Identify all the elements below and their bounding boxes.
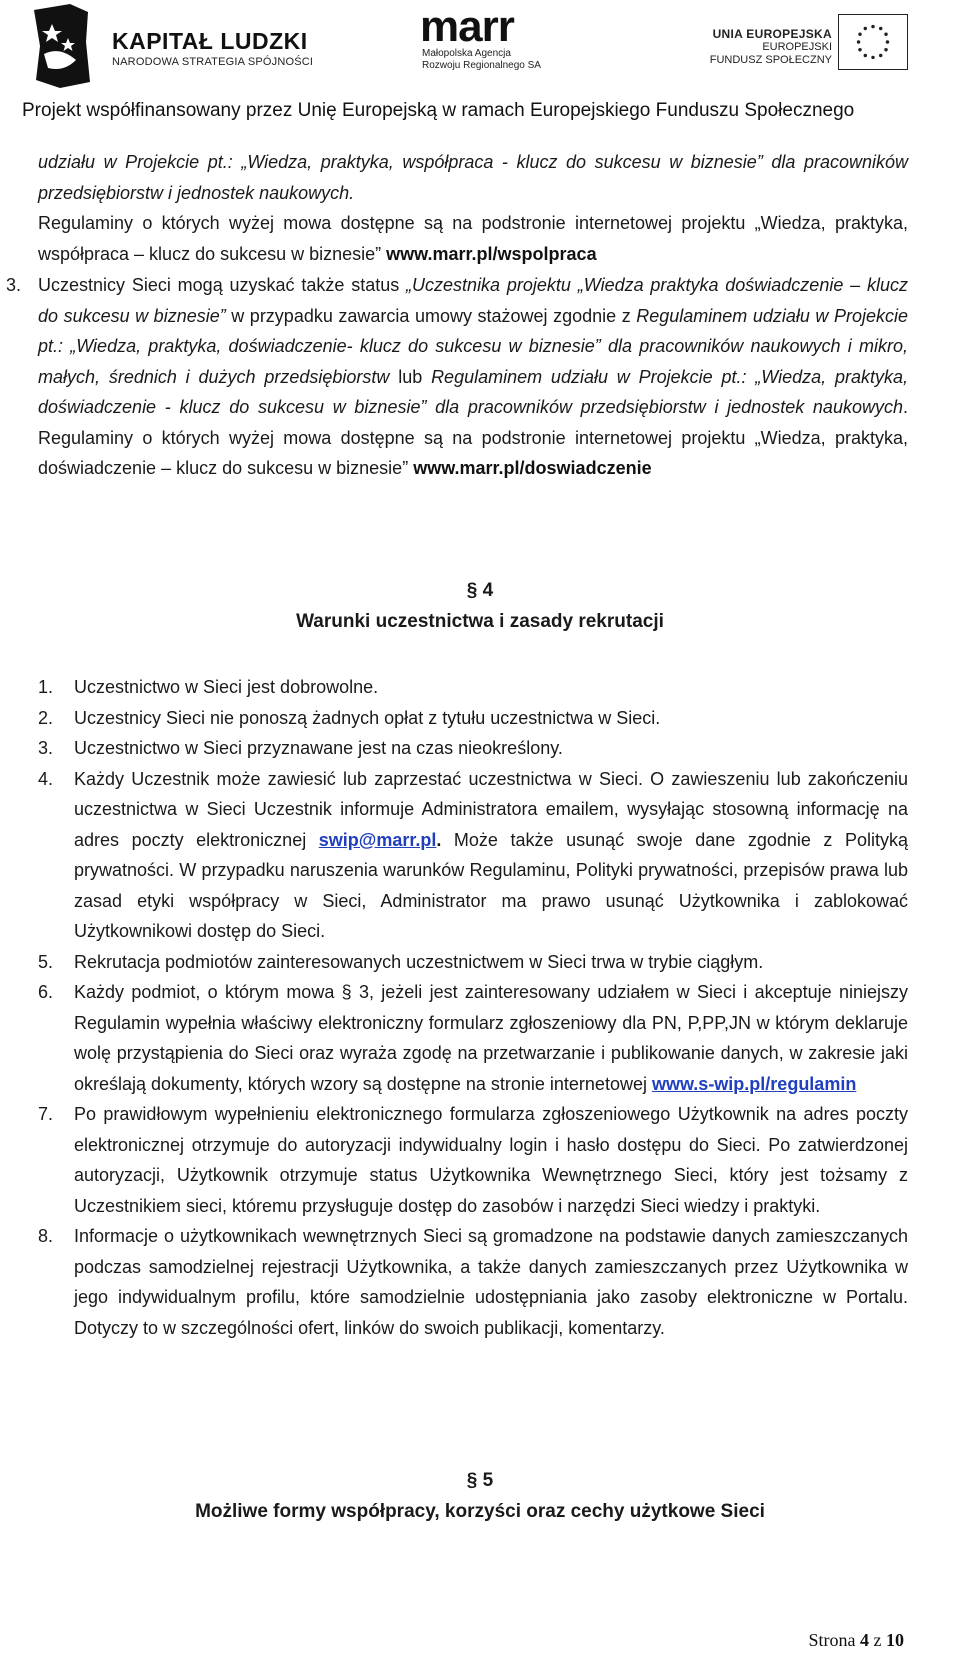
- section-4-title: Warunki uczestnictwa i zasady rekrutacji: [296, 611, 664, 632]
- list-item-text: Po prawidłowym wypełnieniu elektronicznego formularza zgłoszeniowego Użytkownik na adres poczty elektronicznej otrzymuje do autoryzacji indywidualny login i hasło dostępu do Sieci. Po zatwierdzonej autoryzacji, Użytkownik otrzymuje status Użytkownika Wewnętrznego Sieci, który jest tożsamy z Uczestnikiem sieci, któremu przysługuje dostęp do zasobów i narzędzi Sieci wiedzy i praktyki.: [74, 1104, 908, 1216]
- list-item-number: 5.: [38, 951, 54, 972]
- list-item: [38, 1099, 908, 1221]
- intro-plain-text: Regulaminy o których wyżej mowa dostępne są na podstronie internetowej projektu „Wiedza, praktyka, współpraca – klucz do sukcesu w biznesie”: [38, 213, 908, 264]
- list-item-text-2: Może także usunąć swoje dane zgodnie z Polityką prywatności. W przypadku naruszenia warunków Regulaminu, Polityki prywatności, przepisów prawa lub zasad etyki współpracy w Sieci, Administrator ma prawo usunąć Użytkownika i zablokować Użytkownikowi dostęp do Sieci.: [74, 829, 909, 941]
- item-3-italic-2: Regulaminem udziału w Projekcie pt.: „Wiedza, praktyka, doświadczenie- klucz do sukcesu w biznesie” dla pracowników naukowych i mikro, małych, średnich i dużych przedsiębiorstw: [38, 305, 909, 387]
- eu-text-line-2: EUROPEJSKI: [762, 41, 832, 53]
- section-5-mark: § 5: [466, 1470, 494, 1491]
- eu-logo: [668, 14, 908, 84]
- list-item-number: 1.: [38, 677, 54, 697]
- eu-text-line-3: FUNDUSZ SPOŁECZNY: [709, 54, 832, 66]
- list-item: [38, 977, 908, 1099]
- marr-logo: [420, 2, 560, 80]
- eu-text: [710, 28, 832, 67]
- item-3-paragraph: [6, 270, 909, 484]
- list-item: [38, 703, 908, 734]
- list-item-number: 8.: [38, 1226, 54, 1246]
- wspolpraca-link[interactable]: www.marr.pl/wspolpraca: [386, 243, 597, 264]
- page-number-mid: z: [869, 1630, 886, 1650]
- list-item-number: 2.: [38, 707, 54, 728]
- list-item-number: 7.: [38, 1104, 54, 1124]
- marr-wordmark: marr: [420, 2, 514, 51]
- list-item-text: Każdy podmiot, o którym mowa § 3, jeżeli jest zainteresowany udziałem w Sieci i akceptuje niniejszy Regulamin wypełnia właściwy elektroniczny formularz zgłoszeniowy dla PN, P,PP,JN w którym deklaruje wolę przystąpienia do Sieci oraz wyraża zgodę na przetwarzanie i publikowanie danych, w zakresie jaki określają dokumenty, których wzory są dostępne na stronie internetowej: [74, 982, 908, 1094]
- list-item-text: Każdy Uczestnik może zawiesić lub zaprzestać uczestnictwa w Sieci. O zawieszeniu lub zakończeniu uczestnictwa w Sieci Uczestnik informuje Administratora emailem, wysyłając stosowną informację na adres poczty elektronicznej: [74, 768, 908, 850]
- list-item-text: Rekrutacja podmiotów zainteresowanych uczestnictwem w Sieci trwa w trybie ciągłym.: [74, 951, 764, 972]
- section-4-list: [38, 672, 908, 1343]
- list-item-text: Uczestnictwo w Sieci jest dobrowolne.: [74, 677, 379, 697]
- list-item-text: Uczestnictwo w Sieci przyznawane jest na czas nieokreślony.: [74, 738, 563, 758]
- list-item-number: 4.: [38, 768, 54, 789]
- section-5-title: Możliwe formy współpracy, korzyści oraz cechy użytkowe Sieci: [195, 1501, 765, 1522]
- kapital-ludzki-subtitle: NARODOWA STRATEGIA SPÓJNOŚCI: [112, 56, 314, 68]
- doswiadczenie-link[interactable]: www.marr.pl/doswiadczenie: [413, 458, 652, 478]
- list-item: [38, 947, 908, 978]
- page-number-total: 10: [886, 1630, 904, 1650]
- list-item-text: Uczestnicy Sieci nie ponoszą żadnych opłat z tytułu uczestnictwa w Sieci.: [74, 707, 661, 728]
- list-item-number: 3.: [38, 738, 54, 758]
- kapital-ludzki-name: KAPITAŁ LUDZKI: [112, 28, 308, 54]
- kapital-ludzki-emblem-icon: [30, 2, 94, 90]
- list-item: [38, 733, 908, 764]
- list-item-text: Informacje o użytkownikach wewnętrznych Sieci są gromadzone na podstawie danych zamieszczanych podczas samodzielnej rejestracji Użytkownika, a także danych zamieszczanych przez Użytkownika w jego indywidualnym profilu, które samodzielnie udostępniania jako zasoby elektroniczne w Portalu. Dotyczy to w szczególności ofert, linków do swoich publikacji, komentarzy.: [74, 1226, 908, 1338]
- list-item-number: 6.: [38, 982, 54, 1002]
- item-3-number: 3.: [6, 275, 22, 295]
- marr-subtitle-line-1: Małopolska Agencja: [422, 48, 511, 59]
- page-number-current: 4: [860, 1630, 869, 1650]
- swip-email-link[interactable]: swip@marr.pl: [318, 829, 437, 850]
- list-item: [38, 764, 908, 947]
- page-number-prefix: Strona: [808, 1630, 860, 1650]
- item-3-text-3: lub: [389, 366, 432, 387]
- intro-italic-lead: udziału w Projekcie pt.: „Wiedza, praktyka, współpraca - klucz do sukcesu w biznesie” dla pracowników przedsiębiorstw i jednostek naukowych.: [38, 152, 908, 203]
- section-4-mark: § 4: [466, 580, 494, 601]
- marr-subtitle-line-2: Rozwoju Regionalnego SA: [422, 60, 541, 71]
- page-number: [809, 1630, 905, 1651]
- intro-paragraph: [38, 147, 908, 269]
- item-3-italic-1: „Uczestnika projektu „Wiedza praktyka doświadczenie – klucz do sukcesu w biznesie”: [38, 275, 908, 326]
- list-item-dot: .: [436, 829, 442, 850]
- item-3-text-2: w przypadku zawarcia umowy stażowej zgodnie z: [225, 305, 637, 326]
- page-header: [0, 0, 960, 140]
- item-3-text-4: . Regulaminy o których wyżej mowa dostępne są na podstronie internetowej projektu „Wiedza, praktyka, doświadczenie – klucz do sukcesu w biznesie”: [38, 397, 908, 478]
- item-3-italic-3: Regulaminem udziału w Projekcie pt.: „Wiedza, praktyka, doświadczenie - klucz do sukcesu w biznesie” dla pracowników przedsiębiorstw i jednostek naukowych: [38, 366, 908, 417]
- list-item: [38, 1221, 908, 1343]
- item-3-text-1: Uczestnicy Sieci mogą uzyskać także status: [38, 275, 407, 295]
- list-item: [38, 672, 908, 703]
- eu-flag-icon: [838, 14, 908, 70]
- regulamin-link[interactable]: www.s-wip.pl/regulamin: [651, 1073, 857, 1094]
- kapital-ludzki-logo: [22, 0, 322, 92]
- project-tagline: Projekt współfinansowany przez Unię Europejską w ramach Europejskiego Funduszu Społecznego: [22, 100, 855, 121]
- eu-text-line-1: UNIA EUROPEJSKA: [712, 27, 832, 41]
- marr-subtitle: [422, 48, 541, 72]
